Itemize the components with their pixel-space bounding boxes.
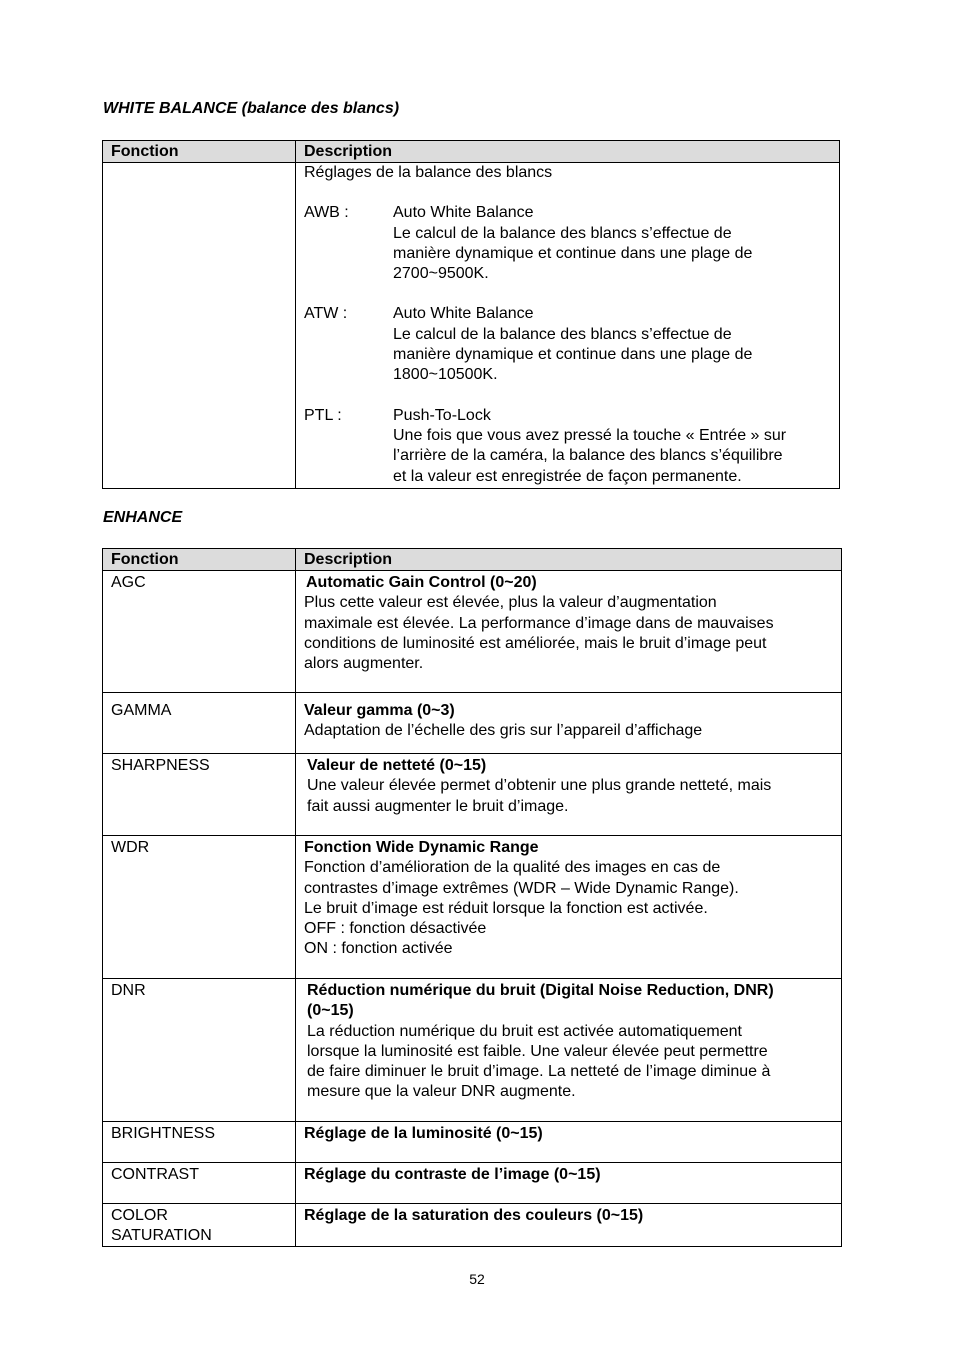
setting-heading: Réglage de la saturation des couleurs (0~15) (304, 1207, 644, 1224)
mode-text: manière dynamique et continue dans une plage de (393, 244, 753, 262)
mode-awb (304, 203, 831, 284)
setting-text: Fonction d’amélioration de la qualité des images en cas de (304, 859, 721, 877)
description-cell (296, 836, 842, 979)
table-row (103, 1122, 842, 1163)
white-balance-table (102, 140, 840, 489)
mode-ptl (304, 406, 831, 487)
description-cell (296, 1122, 842, 1163)
table-row (103, 693, 842, 754)
mode-key: AWB : (304, 204, 349, 222)
table-row (103, 1204, 842, 1247)
setting-heading: Réglage du contraste de l’image (0~15) (304, 1166, 601, 1183)
description-cell (296, 754, 842, 836)
description-cell (296, 163, 840, 489)
table-header-row (103, 549, 842, 571)
setting-text: mesure que la valeur DNR augmente. (307, 1083, 576, 1101)
description-cell (296, 693, 842, 754)
setting-text: lorsque la luminosité est faible. Une valeur élevée peut permettre (307, 1042, 768, 1060)
mode-name: Push-To-Lock (393, 406, 491, 424)
function-cell: WDR (103, 836, 296, 979)
function-cell: BRIGHTNESS (103, 1122, 296, 1163)
setting-heading: Valeur gamma (0~3) (304, 702, 455, 719)
function-cell: AGC (103, 571, 296, 693)
table-row (103, 979, 842, 1122)
setting-heading: Automatic Gain Control (0~20) (306, 574, 537, 591)
function-label: COLOR (111, 1207, 168, 1224)
table-row (103, 163, 840, 489)
setting-heading: Réduction numérique du bruit (Digital Noise Reduction, DNR) (307, 982, 774, 999)
setting-heading: Réglage de la luminosité (0~15) (304, 1125, 543, 1142)
mode-key: ATW : (304, 305, 348, 323)
setting-text: OFF : fonction désactivée (304, 920, 487, 938)
setting-heading: Valeur de netteté (0~15) (307, 757, 487, 774)
mode-atw (304, 304, 831, 385)
mode-text: manière dynamique et continue dans une plage de (393, 346, 753, 364)
function-cell: GAMMA (103, 693, 296, 754)
mode-text: 2700~9500K. (393, 265, 489, 283)
mode-key: PTL : (304, 406, 342, 424)
function-cell: DNR (103, 979, 296, 1122)
header-description: Description (296, 141, 840, 163)
function-label: SATURATION (111, 1227, 212, 1244)
mode-text: et la valeur est enregistrée de façon permanente. (393, 467, 742, 485)
mode-text: l’arrière de la caméra, la balance des blancs s’équilibre (393, 447, 783, 465)
table-header-row (103, 141, 840, 163)
setting-heading: Fonction Wide Dynamic Range (304, 839, 539, 856)
table-row (103, 1163, 842, 1204)
description-cell (296, 571, 842, 693)
function-cell (103, 163, 296, 489)
setting-text: Plus cette valeur est élevée, plus la valeur d’augmentation (304, 594, 717, 612)
setting-text: Adaptation de l’échelle des gris sur l’appareil d’affichage (304, 722, 703, 740)
setting-text: contrastes d’image extrêmes (WDR – Wide Dynamic Range). (304, 879, 739, 897)
mode-name: Auto White Balance (393, 305, 534, 323)
mode-text: 1800~10500K. (393, 366, 498, 384)
setting-text: Le bruit d’image est réduit lorsque la fonction est activée. (304, 899, 708, 917)
function-cell (103, 1204, 296, 1247)
setting-heading: (0~15) (307, 1002, 354, 1020)
mode-text: Une fois que vous avez pressé la touche « Entrée » sur (393, 426, 787, 444)
setting-text: maximale est élevée. La performance d’image dans de mauvaises (304, 614, 774, 632)
page-number: 52 (469, 1271, 485, 1287)
section-title-white-balance: WHITE BALANCE (balance des blancs) (103, 100, 400, 117)
header-fonction: Fonction (103, 549, 296, 571)
setting-text: ON : fonction activée (304, 940, 453, 958)
mode-text: Le calcul de la balance des blancs s’effectue de (393, 325, 732, 343)
table-row (103, 571, 842, 693)
section-title-enhance: ENHANCE (103, 509, 183, 526)
setting-text: La réduction numérique du bruit est activée automatiquement (307, 1022, 742, 1040)
table-row (103, 754, 842, 836)
description-cell (296, 1163, 842, 1204)
mode-name: Auto White Balance (393, 204, 534, 222)
header-fonction: Fonction (103, 141, 296, 163)
description-cell (296, 1204, 842, 1247)
header-description: Description (296, 549, 842, 571)
function-cell: SHARPNESS (103, 754, 296, 836)
enhance-table (102, 548, 842, 1247)
function-cell: CONTRAST (103, 1163, 296, 1204)
setting-text: alors augmenter. (304, 655, 424, 673)
white-balance-intro: Réglages de la balance des blancs (304, 164, 553, 181)
setting-text: de faire diminuer le bruit d’image. La netteté de l’image diminue à (307, 1063, 771, 1081)
setting-text: Une valeur élevée permet d’obtenir une plus grande netteté, mais (307, 777, 772, 795)
description-cell (296, 979, 842, 1122)
mode-text: Le calcul de la balance des blancs s’effectue de (393, 224, 732, 242)
table-row (103, 836, 842, 979)
setting-text: fait aussi augmenter le bruit d’image. (307, 797, 569, 815)
setting-text: conditions de luminosité est améliorée, mais le bruit d’image peut (304, 634, 767, 652)
